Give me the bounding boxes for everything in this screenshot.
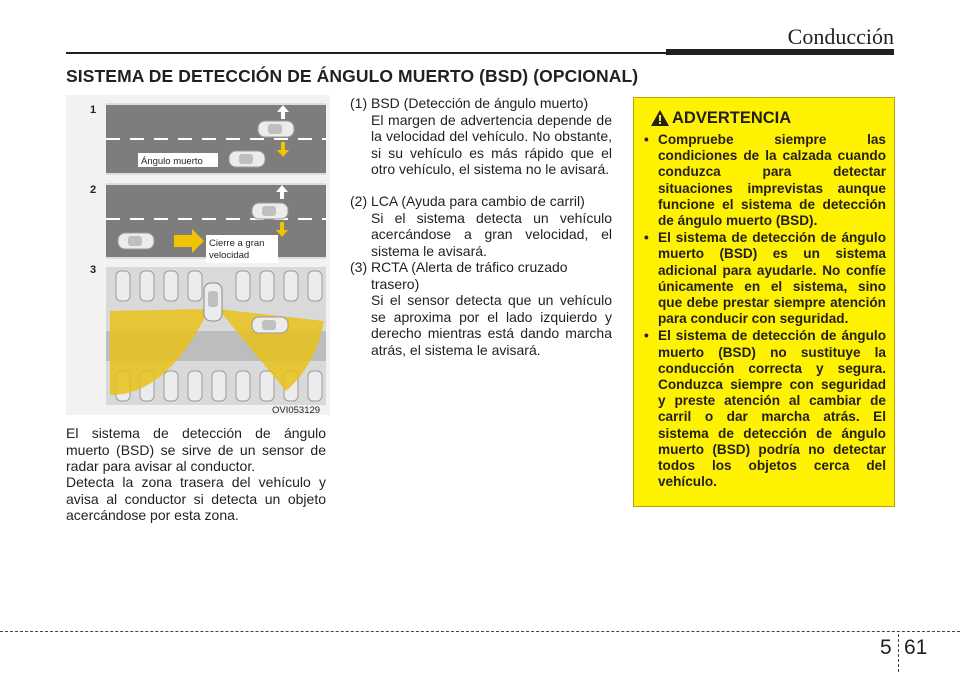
figure-label-2: 2 bbox=[90, 184, 97, 196]
warning-item bbox=[642, 230, 886, 327]
footer-rule bbox=[0, 631, 960, 632]
figure-label-3: 3 bbox=[90, 264, 97, 276]
bsd-illustration bbox=[66, 95, 330, 415]
car-icon bbox=[252, 203, 288, 219]
section-title: SISTEMA DE DETECCIÓN DE ÁNGULO MUERTO (BSD) (OPCIONAL) bbox=[66, 66, 639, 86]
warning-item bbox=[642, 132, 886, 229]
warning-box bbox=[633, 97, 895, 507]
warning-item-text: Compruebe siempre las condiciones de la calzada cuando conduzca para detectar situaciones imprevistas aunque funcione el sistema de detección de ángulo muerto (BSD). bbox=[658, 132, 886, 229]
figure-code: OVI053129 bbox=[272, 405, 321, 415]
list-item-lca bbox=[350, 193, 612, 259]
list-item-head-continued: trasero) bbox=[371, 275, 420, 292]
page-number: 61 bbox=[904, 636, 928, 659]
car-icon bbox=[204, 283, 222, 321]
header-rule-accent bbox=[666, 49, 894, 55]
bullet: • bbox=[644, 230, 649, 246]
warning-item-text: El sistema de detección de ángulo muerto (BSD) no sustituye la conducción correcta y segura. Conduzca siempre con seguridad y preste atención al cambiar de carril o dar marcha atrás. El sistema de detección de ángulo muerto (BSD) podría no detectar todos los objetos cerca del vehículo. bbox=[658, 328, 886, 490]
list-item-body: Si el sistema detecta un vehículo acercándose a gran velocidad, el sistema le avisará. bbox=[371, 209, 612, 259]
callout-closing-line1: Cierre a gran bbox=[209, 238, 265, 249]
chapter-number: 5 bbox=[880, 636, 892, 659]
warning-list bbox=[642, 132, 886, 491]
header-rule bbox=[66, 52, 666, 54]
intro-paragraph-1: El sistema de detección de ángulo muerto (BSD) se sirve de un sensor de radar para avisar al conductor. bbox=[66, 425, 326, 474]
figure-label-1: 1 bbox=[90, 104, 97, 116]
chapter-title: Conducción bbox=[787, 24, 894, 49]
car-icon bbox=[229, 151, 265, 167]
car-icon bbox=[118, 233, 154, 249]
car-icon bbox=[258, 121, 294, 137]
bullet: • bbox=[644, 328, 649, 344]
warning-item-text: El sistema de detección de ángulo muerto (BSD) es un sistema adicional para ayudarle. No confíe únicamente en el sistema, sino que debe prestar siempre atención para conducir con seguridad. bbox=[658, 230, 886, 327]
warning-title: ADVERTENCIA bbox=[672, 109, 792, 127]
bullet: • bbox=[644, 132, 649, 147]
callout-blind-spot: Ángulo muerto bbox=[141, 156, 203, 167]
warning-triangle-icon bbox=[651, 110, 669, 126]
intro-paragraph-2: Detecta la zona trasera del vehículo y avisa al conductor si detecta un objeto acercándose por esta zona. bbox=[66, 474, 326, 523]
list-item-head: (3) RCTA (Alerta de tráfico cruzado bbox=[350, 259, 568, 275]
list-item-rcta bbox=[350, 259, 612, 358]
list-item-bsd bbox=[350, 95, 612, 178]
warning-item bbox=[642, 328, 886, 490]
list-item-head: (2) LCA (Ayuda para cambio de carril) bbox=[350, 193, 585, 209]
list-item-body: Si el sensor detecta que un vehículo se aproxima por el lado izquierdo y derecho mientras está dando marcha atrás, el sistema le avisará. bbox=[371, 292, 612, 358]
bsd-figure bbox=[66, 95, 330, 415]
callout-closing-line2: velocidad bbox=[209, 250, 250, 261]
car-icon bbox=[252, 317, 288, 333]
list-item-body: El margen de advertencia depende de la velocidad del vehículo. No obstante, si su vehículo es más rápido que el otro vehículo, el sistema no le avisará. bbox=[371, 111, 612, 177]
page-separator bbox=[898, 634, 899, 672]
list-item-head: (1) BSD (Detección de ángulo muerto) bbox=[350, 95, 589, 111]
